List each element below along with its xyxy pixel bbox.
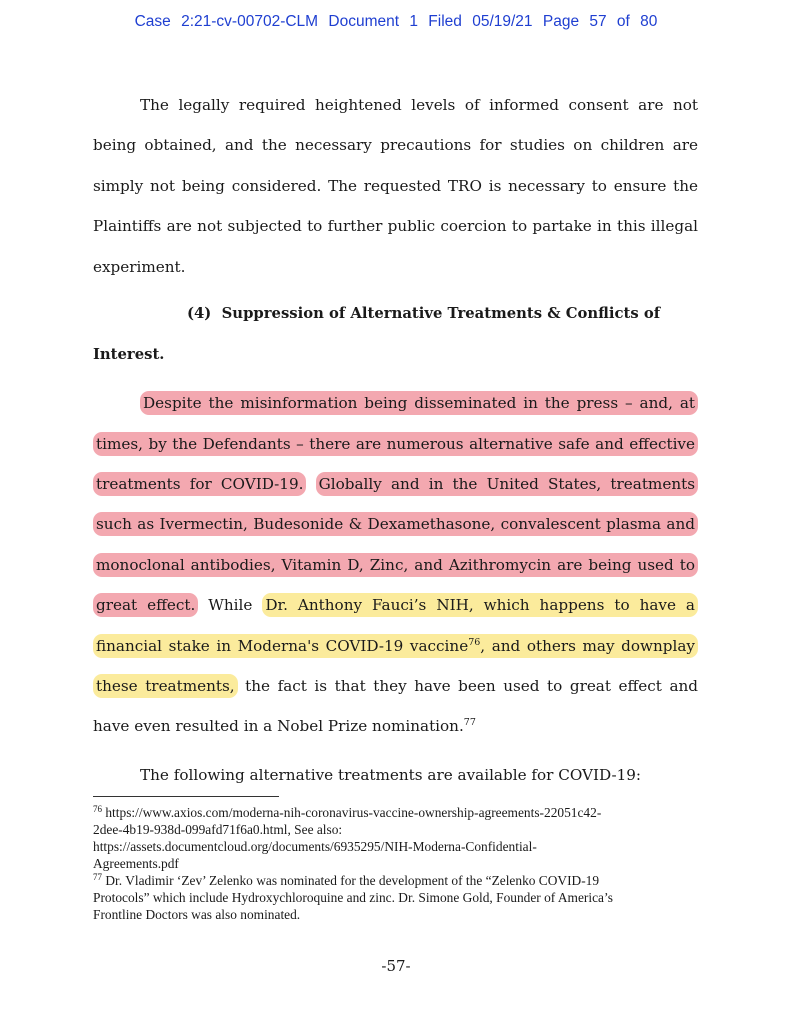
footnote-76-line-3[interactable]: https://assets.documentcloud.org/documents/6935295/NIH-Moderna-Confidential- [93, 839, 537, 854]
heading-line-2: Interest. [93, 346, 165, 363]
footnote-76-line-2: 2dee-4b19-938d-099afd71f6a0.html, See also: [93, 822, 343, 837]
p2-line-9 [93, 715, 698, 737]
yellow-highlight [93, 634, 698, 658]
ecf-header [0, 13, 792, 31]
plain-text: While [208, 596, 253, 614]
footnote-number: 76 [93, 804, 102, 814]
plain-text: have even resulted in a Nobel Prize nomination. [93, 717, 464, 735]
footnote-77-line-2: Protocols” which include Hydroxychloroquine and zinc. Dr. Simone Gold, Founder of America’s [93, 890, 613, 905]
footnote-text: Dr. Vladimir ‘Zev’ Zelenko was nominated for the development of the “Zelenko COVID-19 [105, 873, 600, 888]
footnote-divider [93, 796, 279, 797]
footnote-77-line-1 [93, 873, 703, 889]
footnote-76-line-4[interactable]: Agreements.pdf [93, 856, 179, 871]
footnote-link[interactable]: https://www.axios.com/moderna-nih-coronavirus-vaccine-ownership-agreements-22051c42- [105, 805, 602, 820]
red-highlight: Globally and in the United States, treatments [316, 472, 698, 496]
p2-line-4 [93, 513, 698, 535]
footnote-ref-77[interactable]: 77 [463, 717, 476, 728]
heading-line-1 [187, 303, 661, 325]
red-highlight: such as Ivermectin, Budesonide & Dexamethasone, convalescent plasma and [93, 512, 698, 536]
red-highlight: times, by the Defendants – there are numerous alternative safe and effective [93, 432, 698, 456]
red-highlight: monoclonal antibodies, Vitamin D, Zinc, and Azithromycin are being used to [93, 553, 698, 577]
p2-line-6 [93, 594, 698, 616]
paragraph-3: The following alternative treatments are available for COVID-19: [140, 766, 642, 784]
p2-line-1 [140, 392, 698, 414]
highlight-text: financial stake in Moderna's COVID-19 vaccine [96, 637, 469, 655]
heading-number: (4) [187, 305, 212, 322]
p1-line-3: simply not being considered. The requested TRO is necessary to ensure the [93, 177, 698, 195]
p1-line-4: Plaintiffs are not subjected to further public coercion to partake in this illegal [93, 217, 698, 235]
p2-line-5 [93, 554, 698, 576]
footnote-77-line-3: Frontline Doctors was also nominated. [93, 907, 301, 922]
p1-line-2: being obtained, and the necessary precautions for studies on children are [93, 136, 698, 154]
heading-text: Suppression of Alternative Treatments & Conflicts of [221, 305, 661, 322]
case-number: Case 2:21-cv-00702-CLM [134, 13, 319, 30]
p2-line-3 [93, 473, 698, 495]
p1-line-5: experiment. [93, 258, 186, 276]
red-highlight: Despite the misinformation being disseminated in the press – and, at [140, 391, 698, 415]
page-number: -57- [381, 957, 411, 975]
filed-date: Filed 05/19/21 [428, 13, 533, 30]
highlight-text: , and others may downplay [480, 637, 695, 655]
red-highlight: treatments for COVID-19. [93, 472, 306, 496]
page-of-pages: Page 57 of 80 [542, 13, 658, 30]
p2-line-7 [93, 635, 698, 657]
p2-line-2 [93, 433, 698, 455]
p2-line-8 [93, 675, 698, 697]
footnote-number: 77 [93, 872, 102, 882]
footnote-76-line-1 [93, 805, 703, 821]
yellow-highlight: these treatments, [93, 674, 238, 698]
p1-line-1: The legally required heightened levels of informed consent are not [140, 96, 698, 114]
footnote-ref-76[interactable]: 76 [468, 637, 481, 648]
yellow-highlight: Dr. Anthony Fauci’s NIH, which happens to have a [262, 593, 698, 617]
red-highlight: great effect. [93, 593, 198, 617]
document-number: Document 1 [328, 13, 418, 30]
plain-text: the fact is that they have been used to great effect and [245, 677, 699, 695]
